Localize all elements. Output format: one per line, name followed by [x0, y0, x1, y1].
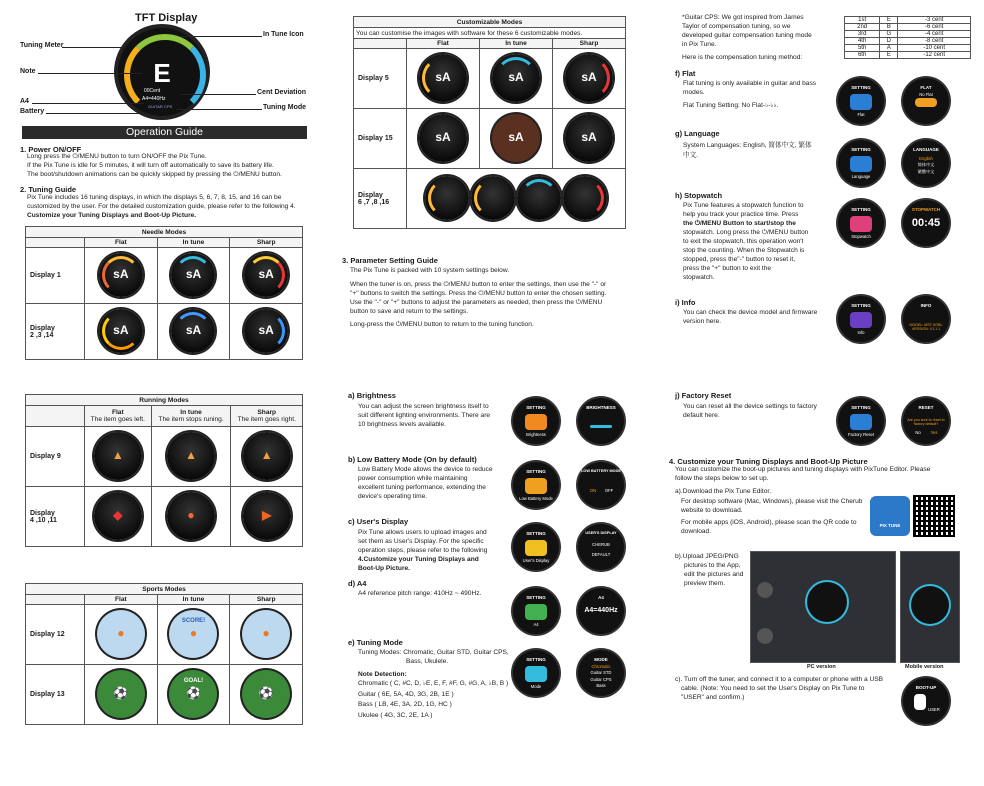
- editor-thumbnail: [757, 628, 773, 644]
- setting-footer: Factory Reset: [847, 432, 875, 438]
- userdisp-value-screen: [578, 524, 624, 570]
- soccer-display: GOAL! ⚽: [169, 670, 217, 718]
- soccer-display: ⚽: [242, 670, 290, 718]
- cps-cell: -3 cent: [898, 17, 971, 24]
- param-heading: 3. Parameter Setting Guide: [342, 256, 438, 265]
- cps-cell: 5th: [845, 45, 880, 52]
- note-guitar: Guitar ( 6E, 5A, 4D, 3G, 2B, 1E ): [358, 691, 454, 698]
- userdisp-option: CHERUB: [592, 542, 610, 548]
- tft-cents: 00Cent: [144, 88, 161, 94]
- factory-setting-screen: [838, 398, 884, 444]
- mode-option: Bass: [596, 683, 606, 689]
- qr-code: [913, 495, 955, 537]
- mode-value-screen: [578, 650, 624, 696]
- running-col-flat: Flat: [111, 409, 124, 416]
- mode-setting-screen: [513, 650, 559, 696]
- param-text-5: button to save and return to the settings.: [350, 308, 469, 315]
- flat-setting-screen: [838, 78, 884, 124]
- portrait-display: sA: [492, 54, 540, 102]
- cps-cell: E: [880, 52, 898, 59]
- custom-row-3: Display 6 ,7 ,8 ,16: [354, 169, 407, 229]
- running-row-2: Display 4 ,10 ,11: [26, 487, 85, 547]
- cps-cell: 3rd: [845, 31, 880, 38]
- tuning-guide-text-3: Customize your Tuning Displays and Boot-Up Picture.: [27, 212, 197, 219]
- stopwatch-setting-screen: [838, 200, 884, 246]
- customize-a-4: For mobile apps (iOS, Android), please scan the QR code to: [681, 519, 857, 526]
- stopwatch-time: 00:45: [911, 217, 941, 230]
- setting-header: SETTING: [851, 85, 871, 91]
- language-text-1: System Languages: English, 简体中文, 繁体: [683, 142, 812, 149]
- param-text-1: The Pix Tune is packed with 10 system settings below.: [350, 267, 510, 274]
- setting-header: LOW BATTERY MODE: [581, 469, 621, 474]
- setting-header: SETTING: [851, 147, 871, 153]
- userdisp-text-3: operation steps, please refer to the following: [358, 547, 488, 554]
- stopwatch-text-4: stopwatch. Long press the ⏻/MENU button: [683, 229, 809, 236]
- app-name: PIX TUNE: [879, 523, 901, 528]
- lowbat-heading: b) Low Battery Mode (On by default): [348, 455, 477, 464]
- goal-text: GOAL!: [183, 678, 204, 685]
- language-option: 繁體中文: [917, 168, 935, 174]
- needle-display: sA: [99, 309, 143, 353]
- sports-col-sharp: Sharp: [230, 595, 303, 605]
- brightness-heading: a) Brightness: [348, 391, 396, 400]
- language-option: English: [919, 155, 933, 161]
- customize-c-3: "USER" and confirm.): [681, 694, 745, 701]
- concert-display: sA: [492, 114, 540, 162]
- running-modes-title: Running Modes: [26, 395, 303, 406]
- customize-text-1: You can customize the boot-up pictures and tuning displays with PixTune Editor. Please: [675, 466, 931, 473]
- setting-header: SETTING: [526, 531, 546, 537]
- portrait-display: [563, 176, 607, 220]
- play-icon: [525, 540, 547, 557]
- custom-col-intune: In tune: [480, 39, 553, 49]
- mode-option: Chromatic: [591, 663, 611, 669]
- custom-col-flat: Flat: [407, 39, 480, 49]
- setting-header: STOPWATCH: [911, 207, 941, 213]
- pix-tune-app-icon: [870, 496, 910, 536]
- needle-col-flat: Flat: [85, 238, 158, 248]
- mode-option: Guitar CPS: [590, 676, 612, 682]
- factory-heading: j) Factory Reset: [675, 391, 732, 400]
- custom-row-1: Display 5: [354, 49, 407, 109]
- a4-value-screen: [578, 588, 624, 634]
- needle-col-intune: In tune: [157, 238, 230, 248]
- cps-cell: 4th: [845, 38, 880, 45]
- running-sub-sharp: The item goes right.: [237, 416, 296, 423]
- factory-text-1: You can reset all the device settings to factory: [683, 403, 817, 410]
- setting-header: BOOT-UP: [915, 685, 937, 691]
- cps-cell: A: [880, 45, 898, 52]
- lowbat-value-screen: [578, 462, 624, 508]
- customize-text-2: follow the steps below to set up.: [675, 475, 769, 482]
- lowbat-on: ON: [589, 487, 597, 493]
- customize-c-1: c). Turn off the tuner, and connect it to a computer or phone with a USB: [675, 676, 884, 683]
- customize-heading: 4. Customize your Tuning Displays and Boot-Up Picture: [669, 457, 868, 466]
- stopwatch-text-3: the ⏻/MENU Button to start/stop the: [683, 220, 796, 227]
- setting-header: SETTING: [526, 595, 546, 601]
- param-text-4: Use the "-" or "+" buttons to adjust the parameters as needed, then press the ⏻/MENU: [350, 299, 603, 306]
- sports-modes-title: Sports Modes: [26, 584, 303, 595]
- setting-footer: Info: [857, 330, 865, 336]
- info-setting-screen: [838, 296, 884, 342]
- running-col-sharp: Sharp: [257, 409, 277, 416]
- custom-row-2: Display 15: [354, 109, 407, 169]
- running-sub-intune: The item stops runing.: [158, 416, 224, 423]
- portrait-display: [425, 176, 469, 220]
- needle-display: sA: [171, 253, 215, 297]
- label-in-tune-icon: In Tune Icon: [263, 31, 304, 38]
- param-text-3: "+" buttons to switch the settings. Press the ⏻/MENU button to enter the chosen setting.: [350, 290, 607, 297]
- setting-header: SETTING: [851, 303, 871, 309]
- score-text: SCORE!: [181, 618, 206, 625]
- lowbat-off: OFF: [604, 487, 614, 493]
- label-note: Note: [20, 68, 36, 75]
- factory-text-2: default here.: [683, 412, 720, 419]
- customize-b-1: b).Upload JPEG/PNG: [675, 553, 739, 560]
- brightness-bar: [590, 425, 612, 429]
- param-text-2: When the tuner is on, press the ⏻/MENU button to enter the settings, then use the "-" or: [350, 281, 607, 288]
- running-sub-flat: The item goes left.: [90, 416, 145, 423]
- power-text-2: If the Pix Tune is idle for 5 minutes, it will turn off automatically to save its battery life.: [27, 162, 274, 169]
- running-col-intune: In tune: [180, 409, 202, 416]
- editor-thumbnail: [757, 582, 773, 598]
- customize-b-4: preview them.: [684, 580, 726, 587]
- cps-note-2: Taylor of compensation tuning, so we: [682, 23, 791, 30]
- userdisp-text-1: Pix Tune allows users to upload images and: [358, 529, 487, 536]
- setting-header: SETTING: [851, 207, 871, 213]
- mode-heading: e) Tuning Mode: [348, 638, 403, 647]
- cps-cell: B: [880, 24, 898, 31]
- mobile-editor-screenshot: [900, 551, 960, 663]
- power-text-3: The boot/shutdown animations can be quickly skipped by pressing the ⏻/MENU button.: [27, 171, 282, 178]
- boot-user-option: USER: [928, 706, 940, 712]
- customize-a-1: a).Download the Pix Tune Editor.: [675, 488, 772, 495]
- setting-footer: Brightness: [526, 432, 546, 438]
- tuning-guide-text-2: customized by the user. For the detailed customization guide, please refer to the following 4.: [27, 203, 296, 210]
- concert-display: sA: [419, 114, 467, 162]
- customize-a-3: website to download.: [681, 507, 743, 514]
- sports-col-intune: In tune: [157, 595, 230, 605]
- horse-display: ▶: [243, 492, 291, 540]
- pc-version-label: PC version: [807, 664, 836, 670]
- cps-cell: 2nd: [845, 24, 880, 31]
- note-bass: Bass ( LB, 4E, 3A, 2D, 1G, HC ): [358, 701, 452, 708]
- custom-col-sharp: Sharp: [553, 39, 626, 49]
- editor-preview-circle: [807, 582, 847, 622]
- stopwatch-text-7: stopped, press the"-" button to reset it,: [683, 256, 796, 263]
- needle-col-sharp: Sharp: [230, 238, 303, 248]
- cps-cell: -10 cent: [898, 45, 971, 52]
- setting-header: LANGUAGE: [913, 147, 939, 153]
- stopwatch-text-2: help you track your practice time. Press: [683, 211, 799, 218]
- lowbat-text-2: power consumption while maintaining: [358, 475, 468, 482]
- setting-header: MODE: [594, 657, 608, 663]
- info-text-2: version here.: [683, 318, 722, 325]
- lowbat-text-1: Low Battery Mode allows the device to reduce: [358, 466, 493, 473]
- language-heading: g) Language: [675, 129, 720, 138]
- portrait-display: sA: [419, 54, 467, 102]
- basketball-display: ●: [97, 610, 145, 658]
- cps-cell: 1st: [845, 17, 880, 24]
- portrait-display: sA: [565, 54, 613, 102]
- tuning-guide-text-1: Pix Tune includes 16 tuning displays, in which the displays 5, 6, 7, 8, 15, and 16 can be: [27, 194, 282, 201]
- brightness-text-2: suit different lighting environments. There are: [358, 412, 491, 419]
- lowbat-text-3: excellent tuning performance, extending the: [358, 484, 486, 491]
- sports-modes-table: [25, 583, 303, 725]
- flat-text-3: Flat Tuning Setting: No Flat-♭-♭♭.: [683, 102, 779, 109]
- info-heading: i) Info: [675, 298, 696, 307]
- diamond-display: ◆: [94, 492, 142, 540]
- corgi-display: ▲: [94, 432, 142, 480]
- setting-header: SETTING: [851, 405, 871, 411]
- custom-modes-table: [353, 16, 626, 229]
- flat-heading: f) Flat: [675, 69, 696, 78]
- flat-option: [915, 98, 937, 106]
- stopwatch-text-6: stop the counting. When the Stopwatch is: [683, 247, 805, 254]
- brightness-setting-screen: [513, 398, 559, 444]
- customize-a-2: For desktop software (Mac, Windows), please visit the Cherub: [681, 498, 863, 505]
- note-ukulele: Ukulee ( 4G, 3C, 2E, 1A ): [358, 712, 433, 719]
- setting-header: USER'S DISPLAY: [585, 531, 617, 536]
- setting-footer: A4: [533, 622, 539, 628]
- userdisp-option: DEFAULT: [591, 551, 611, 557]
- a4-value: A4=440Hz: [584, 607, 618, 615]
- cps-note-1: *Guitar CPS: We got inspired from James: [682, 14, 804, 21]
- label-tuning-meter: Tuning Meter: [20, 42, 64, 49]
- setting-footer: User's Display: [522, 558, 550, 564]
- corgi-display: ▲: [243, 432, 291, 480]
- brightness-text-1: You can adjust the screen brightness itself to: [358, 403, 489, 410]
- tuning-fork-icon: [525, 604, 547, 621]
- portrait-display: [471, 176, 515, 220]
- setting-header: SETTING: [526, 657, 546, 663]
- userdisp-text-2: set them as User's Display. For the specific: [358, 538, 484, 545]
- stopwatch-text-5: to exit the stopwatch, this operation won't: [683, 238, 804, 245]
- portrait-display: [517, 176, 561, 220]
- tft-note: E: [153, 58, 171, 88]
- info-version: VERSION: V1.1.1: [911, 327, 941, 332]
- setting-header: SETTING: [526, 405, 546, 411]
- cps-cell: G: [880, 31, 898, 38]
- reset-yes: Yes: [930, 430, 938, 436]
- needle-modes-title: Needle Modes: [26, 227, 303, 238]
- cps-note-3: developed guitar compensation tuning mode: [682, 32, 812, 39]
- stopwatch-text-1: Pix Tune features a stopwatch function to: [683, 202, 804, 209]
- a4-text-1: A4 reference pitch range: 410Hz ~ 490Hz.: [358, 590, 482, 597]
- mode-text-2: Bass, Ukulele.: [406, 658, 449, 665]
- stopwatch-text-8: press the "+" button to exit the: [683, 265, 772, 272]
- cps-cell: -8 cent: [898, 38, 971, 45]
- tft-mode: GUITAR CPS: [148, 104, 173, 109]
- customize-b-2: pictures to the App,: [684, 562, 741, 569]
- reset-icon: [850, 414, 872, 431]
- soccer-display: ⚽: [97, 670, 145, 718]
- lowbat-setting-screen: [513, 462, 559, 508]
- mode-icon: [525, 666, 547, 683]
- a4-setting-screen: [513, 588, 559, 634]
- setting-header: FLAT: [920, 85, 932, 91]
- needle-display: sA: [171, 309, 215, 353]
- needle-display: sA: [244, 309, 288, 353]
- tft-a4: A4=440Hz: [142, 96, 166, 102]
- setting-header: RESET: [918, 405, 934, 411]
- setting-header: A4: [598, 595, 604, 601]
- userdisp-text-5: Boot-Up Picture.: [358, 565, 411, 572]
- setting-footer: Stopwatch: [851, 234, 871, 240]
- setting-header: BRIGHTNESS: [586, 405, 616, 411]
- info-icon: [850, 312, 872, 329]
- fish-display: ●: [167, 492, 215, 540]
- label-tuning-mode: Tuning Mode: [263, 104, 307, 111]
- customize-a-5: download.: [681, 528, 712, 535]
- flat-value: No Flat: [919, 91, 933, 97]
- cps-cell: D: [880, 38, 898, 45]
- power-text-1: Long press the ⏻/MENU button to turn ON/OFF the Pix Tune.: [27, 153, 207, 160]
- language-text-2: 中文.: [683, 152, 699, 159]
- setting-footer: Language: [851, 174, 871, 180]
- corgi-display: ▲: [167, 432, 215, 480]
- customize-c-2: cable. (Note: You need to set the User's Display on Pix Tune to: [681, 685, 865, 692]
- sports-col-flat: Flat: [85, 595, 158, 605]
- sun-icon: [525, 414, 547, 431]
- language-value-screen: [903, 140, 949, 186]
- setting-header: INFO: [920, 303, 932, 309]
- stopwatch-text-9: stopwatch.: [683, 274, 715, 281]
- info-model: MODEL: MST-SGBL: [909, 322, 943, 327]
- stopwatch-value-screen: [903, 200, 949, 246]
- brightness-text-3: 10 brightness levels available.: [358, 421, 446, 428]
- setting-footer: Flat: [857, 112, 865, 118]
- sports-row-2: Display 13: [26, 665, 85, 725]
- needle-row-2: Display 2 ,3 ,14: [26, 304, 85, 360]
- flat-text-2: modes.: [683, 89, 705, 96]
- flat-icon: [850, 94, 872, 111]
- mode-text-1: Tuning Modes: Chromatic, Guitar STD, Guitar CPS,: [358, 649, 509, 656]
- running-modes-table: [25, 394, 303, 547]
- label-cent-deviation: Cent Deviation: [257, 89, 307, 96]
- lowbat-text-4: device's operating time.: [358, 493, 428, 500]
- note-detection-heading: Note Detection:: [358, 671, 407, 678]
- a4-heading: d) A4: [348, 579, 367, 588]
- flat-value-screen: [903, 78, 949, 124]
- custom-modes-title: Customizable Modes: [354, 17, 626, 28]
- sports-row-1: Display 12: [26, 605, 85, 665]
- basketball-display: ●: [242, 610, 290, 658]
- info-text-1: You can check the device model and firmware: [683, 309, 818, 316]
- tft-title: TFT Display: [135, 12, 198, 24]
- boot-up-screen: [903, 678, 949, 724]
- cps-cell: -6 cent: [898, 24, 971, 31]
- custom-modes-intro: You can customise the images with software for these 6 customizable modes.: [354, 28, 626, 39]
- customize-b-3: edit the pictures and: [684, 571, 744, 578]
- cps-table: [844, 16, 971, 59]
- concert-display: sA: [565, 114, 613, 162]
- editor-preview-circle: [911, 586, 949, 624]
- userdisp-text-4: 4.Customize your Tuning Displays and: [358, 556, 479, 563]
- setting-footer: Low Battery Mode: [519, 496, 553, 502]
- needle-display: sA: [244, 253, 288, 297]
- needle-display: sA: [99, 253, 143, 297]
- reset-no: No: [915, 430, 921, 436]
- operation-guide-banner: Operation Guide: [22, 126, 307, 139]
- stopwatch-icon: [850, 216, 872, 233]
- cps-cell: -12 cent: [898, 52, 971, 59]
- stopwatch-heading: h) Stopwatch: [675, 191, 723, 200]
- setting-footer: Mode: [530, 684, 542, 690]
- setting-header: SETTING: [526, 469, 546, 475]
- power-heading: 1. Power ON/OFF: [20, 145, 82, 154]
- reset-question: Are you sure to reset to factory default?: [907, 418, 945, 427]
- mode-option: Guitar STD: [590, 670, 612, 676]
- cps-note-5: Here is the compensation tuning method:: [682, 54, 803, 61]
- userdisp-heading: c) User's Display: [348, 517, 409, 526]
- label-a4: A4: [20, 98, 29, 105]
- cps-cell: -4 cent: [898, 31, 971, 38]
- running-row-1: Display 9: [26, 427, 85, 487]
- basketball-display: SCORE! ●: [169, 610, 217, 658]
- info-value-screen: [903, 296, 949, 342]
- flat-text-1: Flat tuning is only available in guitar and bass: [683, 80, 817, 87]
- language-setting-screen: [838, 140, 884, 186]
- note-chromatic: Chromatic ( C, #C, D, ♭E, E, F, #F, G, #G, A, ♭B, B ): [358, 680, 509, 687]
- mobile-version-label: Mobile version: [905, 664, 944, 670]
- param-text-6: Long-press the ⏻/MENU button to return to the tuning function.: [350, 321, 534, 328]
- factory-value-screen: [903, 398, 949, 444]
- pc-editor-screenshot: [750, 551, 896, 663]
- globe-icon: [850, 156, 872, 173]
- label-battery: Battery: [20, 108, 45, 115]
- cps-cell: E: [880, 17, 898, 24]
- needle-modes-table: [25, 226, 303, 360]
- needle-row-1: Display 1: [26, 248, 85, 304]
- userdisp-setting-screen: [513, 524, 559, 570]
- cps-cell: 6th: [845, 52, 880, 59]
- cps-note-4: in Pix Tune.: [682, 41, 717, 48]
- language-option: 简体中文: [917, 162, 935, 168]
- brightness-value-screen: [578, 398, 624, 444]
- tuning-guide-heading: 2. Tuning Guide: [20, 185, 77, 194]
- battery-icon: [525, 478, 547, 495]
